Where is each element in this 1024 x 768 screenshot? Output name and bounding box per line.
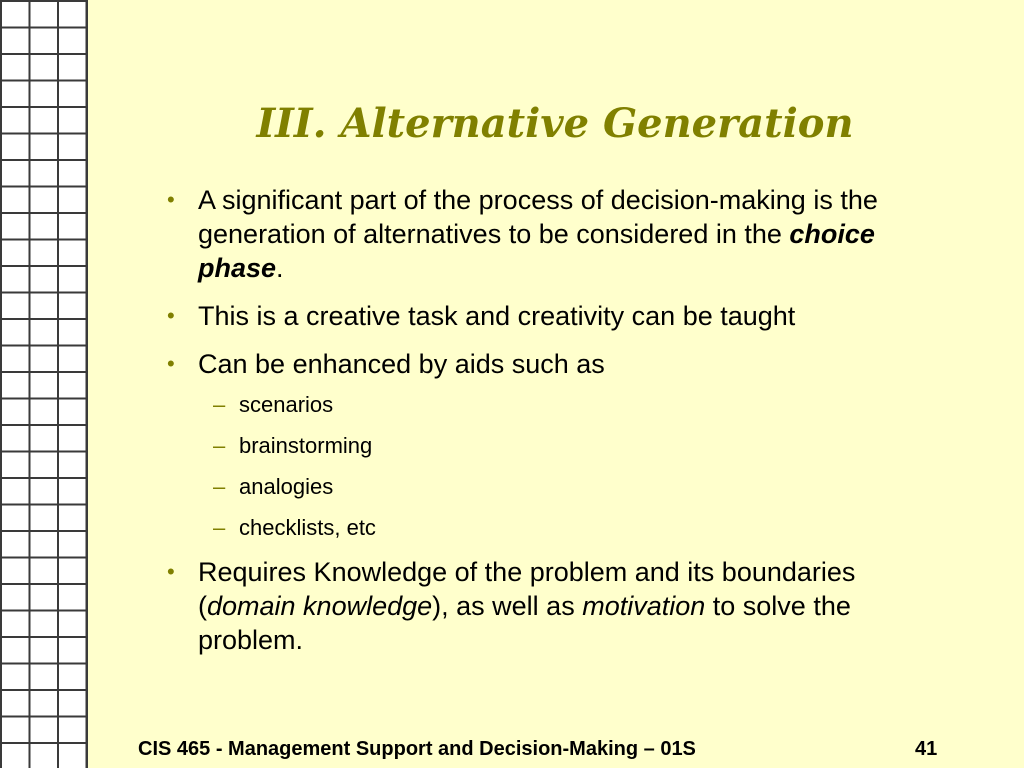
slide-title: III. Alternative Generation <box>256 100 854 147</box>
sub-bullet-item <box>165 391 885 419</box>
bullet-marker: • <box>167 559 175 584</box>
bullet-text: to solve the problem. <box>198 591 851 655</box>
sub-bullet-text: brainstorming <box>239 433 373 458</box>
bullet-text: . <box>276 253 284 283</box>
bullet-marker: • <box>167 187 175 212</box>
bullet-text: Requires Knowledge of the problem and its boundaries ( <box>198 557 856 621</box>
dash-marker: – <box>213 474 226 499</box>
sub-bullet-text: scenarios <box>239 392 334 417</box>
bullet-text: This is a creative task and creativity can be taught <box>198 301 796 331</box>
bullet-item <box>165 183 885 285</box>
slide-footer: CIS 465 - Management Support and Decision-Making – 01S <box>138 738 696 760</box>
bullet-text: ), as well as <box>432 591 583 621</box>
emphasis-text: motivation <box>582 591 706 621</box>
dash-marker: – <box>213 433 226 458</box>
sub-bullet-item <box>165 432 885 460</box>
sub-bullet-text: checklists, etc <box>239 515 376 540</box>
emphasis-text: domain knowledge <box>207 591 433 621</box>
bullet-marker: • <box>167 351 175 376</box>
sub-bullet-list <box>165 391 885 542</box>
bullet-marker: • <box>167 303 175 328</box>
slide-body <box>165 183 885 671</box>
sub-bullet-item <box>165 473 885 501</box>
dash-marker: – <box>213 515 226 540</box>
emphasis-text: choice phase <box>198 219 875 283</box>
decorative-grid <box>0 0 88 768</box>
sub-bullet-text: analogies <box>239 474 334 499</box>
bullet-item <box>165 299 885 333</box>
bullet-item <box>165 347 885 381</box>
bullet-text: Can be enhanced by aids such as <box>198 349 605 379</box>
bullet-item <box>165 555 885 657</box>
sub-bullet-item <box>165 514 885 542</box>
dash-marker: – <box>213 392 226 417</box>
page-number: 41 <box>915 738 938 760</box>
bullet-text: A significant part of the process of decision-making is the generation of alternatives to be considered in the <box>198 185 878 249</box>
